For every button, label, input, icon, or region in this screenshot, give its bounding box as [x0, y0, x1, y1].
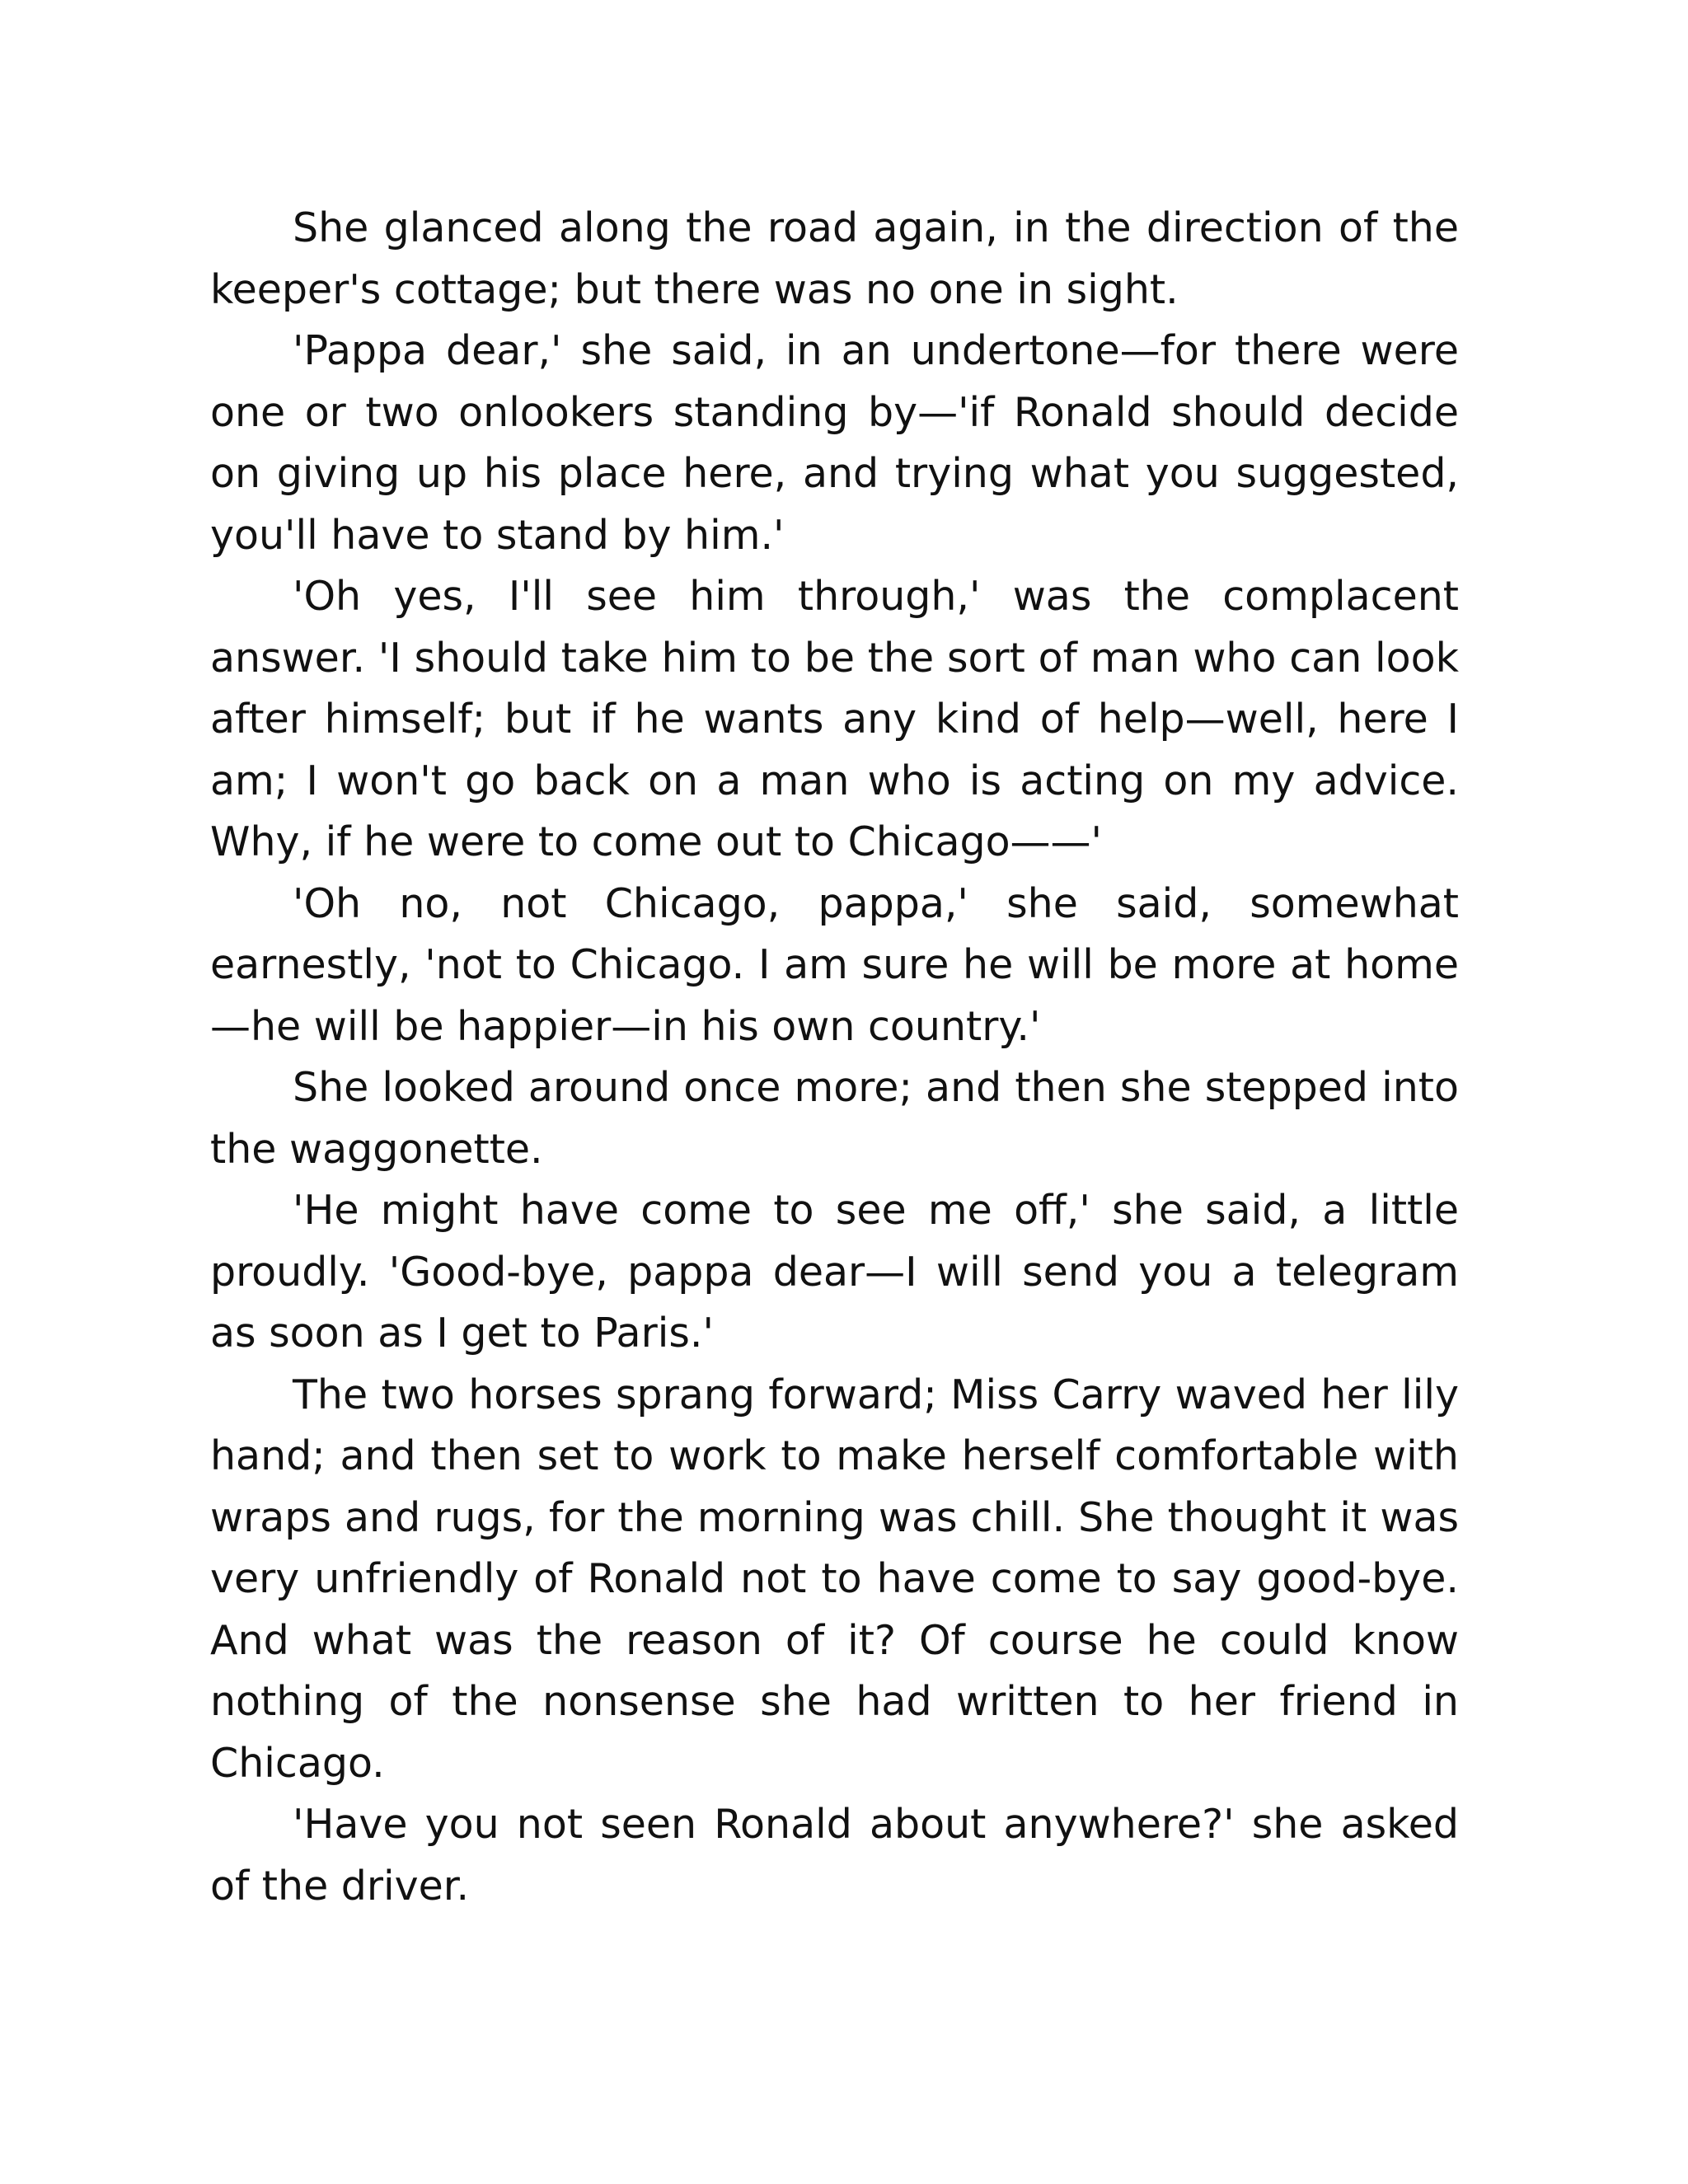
- paragraph-1: She glanced along the road again, in the direction of the keeper's cottage; but there was no one in sight.: [210, 204, 1459, 313]
- body-text: [210, 198, 1459, 1917]
- paragraph-5: She looked around once more; and then she stepped into the waggonette.: [210, 1064, 1459, 1173]
- paragraph-6: 'He might have come to see me off,' she said, a little proudly. 'Good-bye, pappa dear—I will send you a telegram as soon as I get to Paris.': [210, 1187, 1459, 1357]
- paragraph-8: 'Have you not seen Ronald about anywhere?' she asked of the driver.: [210, 1801, 1459, 1910]
- paragraph-2: 'Pappa dear,' she said, in an undertone—for there were one or two onlookers standing by—'if Ronald should decide on giving up his place here, and trying what you suggested, you'll have to stand by him.': [210, 327, 1459, 559]
- paragraph-3: 'Oh yes, I'll see him through,' was the complacent answer. 'I should take him to be the sort of man who can look after himself; but if he wants any kind of help—well, here I am; I won't go back on a man who is acting on my advice. Why, if he were to come out to Chicago——': [210, 573, 1459, 865]
- paragraph-4: 'Oh no, not Chicago, pappa,' she said, somewhat earnestly, 'not to Chicago. I am sure he will be more at home—he will be happier—in his own country.': [210, 879, 1459, 1050]
- paragraph-7: The two horses sprang forward; Miss Carry waved her lily hand; and then set to work to make herself comfortable with wraps and rugs, for the morning was chill. She thought it was very unfriendly of Ronald not to have come to say good-bye. And what was the reason of it? Of course he could know nothing of the nonsense she had written to her friend in Chicago.: [210, 1371, 1459, 1787]
